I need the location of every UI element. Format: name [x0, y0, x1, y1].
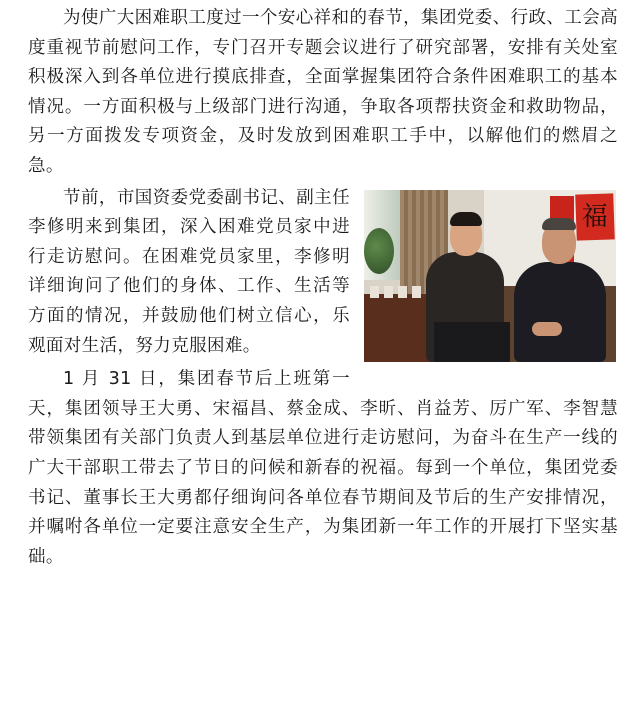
- photo-man-left-hair: [450, 212, 482, 226]
- photo-cups: [370, 286, 426, 298]
- photo-plant: [364, 228, 394, 274]
- paragraph-3: 1 月 31 日，集团春节后上班第一天，集团领导王大勇、宋福昌、蔡金成、李昕、肖益芳、厉广军、李智慧带领集团有关部门负责人到基层单位进行走访慰问，为奋斗在生产一线的广大干部职工带去了节日的问候和新春的祝福。每到一个单位，集团党委书记、董事长王大勇都仔细询问各单位春节期间及节后的生产安排情况，并嘱咐各单位一定要注意安全生产，为集团新一年工作的开展打下坚实基础。: [28, 369, 618, 567]
- paragraph-1: 为使广大困难职工度过一个安心祥和的春节，集团党委、行政、工会高度重视节前慰问工作，专门召开专题会议进行了研究部署，安排有关处室积极深入到各单位进行摸底排查，全面掌握集团符合条件困难职工的基本情况。一方面积极与上级部门进行沟通，争取各项帮扶资金和救助物品，另一方面拨发专项资金，及时发放到困难职工手中，以解他们的燃眉之急。: [28, 8, 618, 176]
- photo-man-right-hands: [532, 322, 562, 336]
- photo-man-right-body: [514, 262, 606, 362]
- photo-table: [364, 294, 434, 362]
- visit-photo: [364, 190, 616, 362]
- paragraph-2: 节前，市国资委党委副书记、副主任李修明来到集团，深入困难党员家中进行走访慰问。在困难党员家里，李修明详细询问了他们的身体、工作、生活等方面的情况，并鼓励他们树立信心，乐观面对生活，努力克服困难。: [28, 187, 350, 356]
- paragraph-2-block: [28, 184, 618, 362]
- photo-man-right-hair: [542, 218, 576, 230]
- article: [28, 4, 618, 572]
- photo-fu-character: 福: [581, 201, 609, 232]
- photo-man-left-pants: [434, 322, 510, 362]
